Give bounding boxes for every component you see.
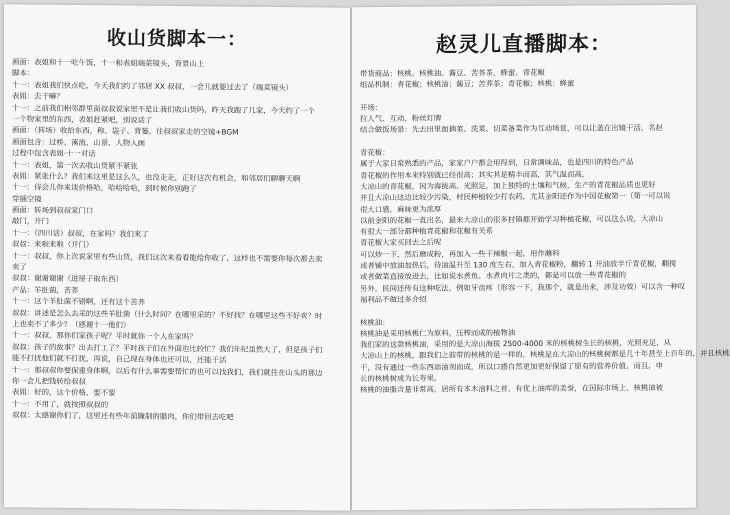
left-title: 收山货脚本一：	[106, 27, 247, 51]
text-line: 十一：表姐我们快点吃，今天我们约了邻居 XX 叔叔，一会儿就要过去了（端菜镜头）	[12, 80, 293, 92]
text-line: 青花椒的作用本来特别就已经很高；其实其是精丰而高，其气温而高，	[360, 169, 590, 180]
text-line: 干，没有通过一些东西添油剂而成，所以口感自然更加更好保留了原有的营养价值，而且，申	[360, 360, 664, 372]
text-line: 表姐：去干嘛？	[12, 91, 64, 101]
text-line: 可以炒一下，然后磨成粉，再加入一些干辣椒一起，用作蘸料	[360, 248, 560, 259]
text-line: 画面：（转场）收拾东西，称、袋子、背篓，往叔叔家走的空镜+BGM	[12, 125, 239, 137]
text-line: 十一：那叔叔你要保重身体啊，以后有什么事需要帮忙的也可以找我们，我们就住在山头的那边	[12, 364, 323, 378]
text-line: 青花椒大家买回去之后呢	[360, 238, 442, 248]
text-line: 大凉山的青花椒，因为海拔高、光照足，加上独特的土壤和气候，生产的青花椒品质也更好	[360, 180, 656, 192]
text-line: 福利品不做过多介绍	[360, 294, 427, 305]
text-line: 有很大一部分都种植青花椒和花椒有关系	[360, 226, 494, 237]
text-line: 叔叔：讲述是怎么去采的这些羊肚菌（什么时间？在哪里采的？不好找？在哪里这些不好卖？时	[12, 307, 323, 321]
text-line: 能不打扰他们就不打扰，再说，自己现在身体也还可以，还能干活	[12, 353, 227, 365]
script-page-right	[352, 5, 730, 510]
text-line: 脚本：	[12, 68, 35, 78]
text-line: 以前金阳的花椒一直出名，最来大凉山的很多村镇都开始学习种植花椒，可以这么说，大凉山	[360, 213, 664, 226]
text-line: 画面：表姐和十一吃午饭，十一和表姐端菜镜头，背景山上	[12, 57, 205, 69]
text-line: 开场：	[360, 102, 383, 113]
text-line: 很大口感，麻味更为浓厚	[360, 204, 442, 214]
text-line: 叔叔：太感谢你们了，这里还有些年前腌制的腊肉，你们带回去吃吧	[12, 410, 234, 422]
script-page-left	[4, 4, 350, 511]
text-line: 另外，民间还传有这种吃法，例如牙齿疼（形容一下，我那个，就是出来，涉及功效）可以含一种叹	[360, 281, 686, 293]
text-line: 或者铺中放油加热后，待油温升至 130 度左右，加入青花椒粉，翻转 1 开油放半斤青花椒，翻搅	[360, 258, 677, 271]
text-line: 十一：叔叔，你上次说家里有些山货，我们这次来看看能给你收了，这样也不需要你每次都去卖	[12, 250, 323, 264]
text-line: 十一：之前我们相邻群里面叔叔说家里不是让我们收山货吗，昨天我跑了几家，今天约了一个	[12, 102, 316, 116]
text-line: 上也卖不了多少？（感谢十一他们）	[12, 319, 131, 330]
text-line: 产品：羊肚菌，苦荞	[12, 285, 79, 295]
text-line: 十一：待会儿你来谈价格哈，哈哈哈哈，到时候你别跑了	[12, 182, 197, 194]
text-line: 核桃的油脂含量非常高，居所有本木油料之首，有优上油库的美誉，在国际市场上，核桃油被	[360, 383, 664, 395]
text-line: 叔叔：谢谢谢谢（进屋子取东西）	[12, 273, 123, 284]
text-line: 或者做菜直接放进去，比如说水煮鱼、水煮肉片之类的，都是可以放一些青花椒的	[360, 270, 627, 282]
text-line: 十一：（四川话）叔叔，在家吗？我们来了	[12, 228, 149, 239]
text-line: 叔叔：来啦来啦（开门）	[12, 239, 94, 250]
text-line: 敲门，开门	[12, 216, 49, 227]
text-line: 长的核桃树成为长寿果。	[360, 373, 442, 384]
text-line: 过程中包含表姐·十一对话	[12, 148, 96, 159]
text-line: 十一：表姐，第一次去收山货紧不紧张	[12, 159, 138, 171]
text-line: 十一：叔叔，那你们家孩子呢？平时就你一个人在家吗？	[12, 330, 197, 342]
text-line: 属于大家日常熟悉的产品，家家户户都会用得到，日常调味品，也是四川的特色产品	[360, 157, 634, 169]
text-line: 拉人气、互动、粉丝灯牌	[360, 113, 442, 124]
right-title: 赵灵儿直播脚本：	[436, 31, 612, 57]
text-line: 表姐：好的，这个价格，要不要	[12, 387, 116, 398]
text-line: 核桃油是采用核桃仁为原料，压榨而成的植物油	[360, 327, 516, 338]
text-line: 带货商品：核桃、核桃油、酱豆、苦荞茶、蜂蜜、青花椒	[360, 67, 545, 79]
text-line: 画面包含：过桥、溪流、山景、人物入画	[12, 137, 146, 148]
right-body	[352, 66, 730, 396]
text-line: 结合做饭场景：先去田里面摘菜、洗菜、切菜备菜作为互动场景，可以让盖在出镜干活，名赵	[360, 123, 664, 135]
text-line: 穿插空镜	[12, 193, 42, 204]
text-line: 大凉山上的核桃，跟我们之前带的核桃的是一样的，核桃是在大凉山的核桃树都是几十年甚至上百年的，并且核桃	[360, 348, 730, 361]
text-line: 十一：这个羊肚菌不错啊，还有这个苦荞	[12, 296, 146, 307]
text-line: 核桃油：	[360, 317, 390, 327]
text-line: 并且大凉山这边比较少污染，村民种植较少打农药，尤其金阳还作为中国花椒第一（第一可以说	[360, 191, 671, 203]
text-line: 表姐：紧张什么？我们来这里是这么久，也没走走，正好这次有机会，和邻居们聊聊天啊	[12, 171, 301, 184]
text-line: 组品机制：青花椒；核桃油；酱豆；苦荞茶；青花椒；核桃；蜂蜜	[360, 78, 575, 90]
text-line: 画面：转场到叔叔家门口	[12, 205, 94, 216]
text-line: 叔叔：孩子的故事？出去打工了？平时孩子们在外面也比较忙？我们年纪虽然大了，但是孩子们	[12, 342, 323, 355]
text-line: 青花椒：	[360, 148, 390, 158]
text-line: 十一：不用了，就按照叔叔的	[12, 398, 109, 409]
text-line: 你一会儿把钱转给叔叔	[12, 376, 86, 386]
text-line: 一个物家里的东西，表姐赶紧吧，别说话了	[12, 114, 153, 125]
text-line: 卖了	[12, 262, 27, 272]
left-body	[4, 56, 350, 424]
text-line: 我们家的这款核桃油，采用的是大凉山海拔 2500-4000 米的核桃树生长的核桃，光照充足，从	[360, 338, 672, 350]
